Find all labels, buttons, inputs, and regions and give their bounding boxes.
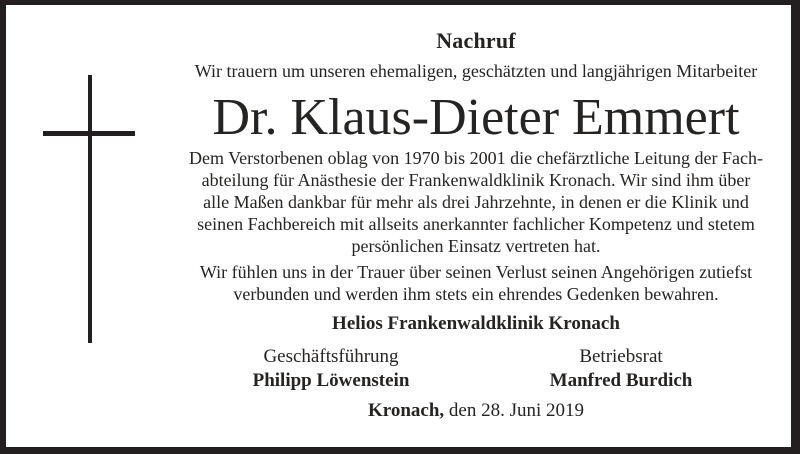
obituary-paragraph-1 — [186, 147, 766, 257]
cross-horizontal-bar — [43, 131, 135, 136]
signature-name: Philipp Löwenstein — [252, 370, 410, 391]
cross-vertical-bar — [88, 75, 92, 343]
paragraph-line: verbunden und werden ihm stets ein ehrendes Gedenken bewahren. — [233, 284, 719, 304]
paragraph-line: persönlichen Einsatz vertreten hat. — [351, 236, 601, 256]
signature-name: Manfred Burdich — [549, 370, 693, 391]
date-text: den 28. Juni 2019 — [444, 400, 585, 421]
paragraph-line: Wir fühlen uns in der Trauer über seinen Verlust seinen Angehörigen zutiefst — [199, 262, 753, 282]
signature-row — [186, 345, 766, 393]
obituary-paragraph-2 — [186, 261, 766, 305]
notice-text-column — [186, 5, 766, 447]
paragraph-line: alle Maßen dankbar für mehr als drei Jahrzehnte, in denen er die Klinik und — [203, 192, 749, 212]
deceased-name: Dr. Klaus-Dieter Emmert — [212, 89, 740, 146]
date-place: Kronach, — [367, 400, 445, 421]
signature-role: Geschäftsführung — [263, 346, 399, 367]
page-title: Nachruf — [436, 28, 516, 53]
signature-works-council — [476, 345, 766, 393]
organization-name: Helios Frankenwaldklinik Kronach — [332, 313, 620, 334]
date-line — [186, 399, 766, 423]
paragraph-line: abteilung für Anästhesie der Frankenwaldklinik Kronach. Wir sind ihm über — [201, 170, 751, 190]
signature-role: Betriebsrat — [579, 346, 663, 367]
intro-text: Wir trauern um unseren ehemaligen, geschätzten und langjährigen Mitarbeiter — [194, 61, 758, 81]
notice-content — [6, 5, 791, 447]
paragraph-line: Dem Verstorbenen oblag von 1970 bis 2001 die chefärztliche Leitung der Fach- — [189, 148, 763, 168]
signature-management — [186, 345, 476, 393]
paragraph-line: seinen Fachbereich mit allseits anerkannter fachlicher Kompetenz und stetem — [197, 214, 755, 234]
